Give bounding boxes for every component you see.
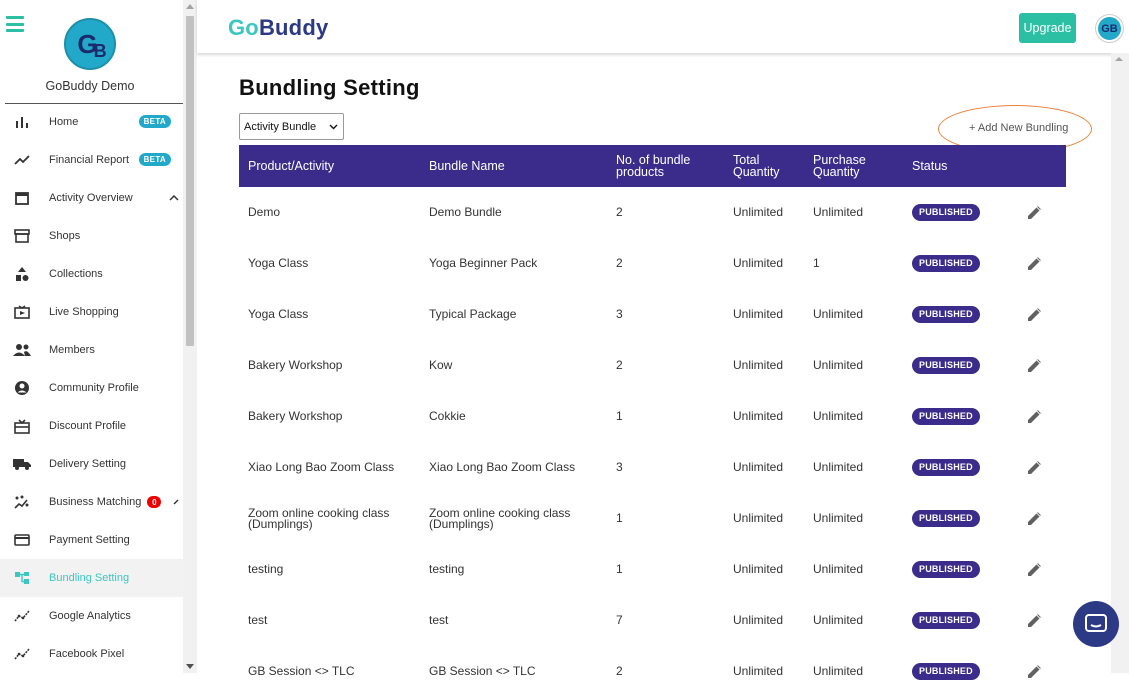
account-circle-icon [13, 379, 31, 397]
edit-icon[interactable] [1027, 391, 1047, 442]
table-cell-purchase: Unlimited [813, 613, 864, 627]
table-cell-purchase: Unlimited [813, 409, 864, 423]
shapes-icon [13, 265, 31, 283]
column-header: Status [912, 159, 948, 173]
column-header: Purchase Quantity [813, 153, 866, 179]
upgrade-button[interactable]: Upgrade [1019, 13, 1076, 43]
table-cell-total: Unlimited [733, 511, 784, 525]
status-cell [912, 595, 1012, 646]
table-row[interactable] [239, 442, 1066, 493]
sidebar [0, 0, 183, 673]
table-cell-bundle: Cokkie [429, 409, 466, 423]
table-cell-purchase: Unlimited [813, 511, 864, 525]
status-badge: PUBLISHED [912, 612, 980, 629]
table-cell-bundle: test [429, 613, 449, 627]
sidebar-item-community-profile[interactable] [0, 369, 183, 407]
table-body [239, 187, 1066, 697]
store-icon [13, 227, 31, 245]
table-cell-count: 2 [616, 256, 623, 270]
sidebar-item-financial-report[interactable] [0, 141, 183, 179]
table-cell-total: Unlimited [733, 460, 784, 474]
status-cell [912, 544, 1012, 595]
column-header: Total Quantity [733, 153, 780, 179]
add-new-bundling-button[interactable]: + Add New Bundling [969, 122, 1069, 134]
sidebar-item-payment-setting[interactable] [0, 521, 183, 559]
scroll-up-icon[interactable] [186, 4, 194, 9]
logo-go: Go [228, 15, 259, 40]
notification-count-badge: 0 [147, 496, 161, 508]
table-row[interactable] [239, 391, 1066, 442]
table-cell-total: Unlimited [733, 409, 784, 423]
sidebar-item-live-shopping[interactable] [0, 293, 183, 331]
sidebar-item-label: Collections [49, 268, 103, 280]
status-cell [912, 646, 1012, 697]
table-cell-purchase: 1 [813, 256, 820, 270]
table-row[interactable] [239, 493, 1066, 544]
sidebar-item-bundling-setting[interactable] [0, 559, 183, 597]
table-cell-purchase: Unlimited [813, 562, 864, 576]
credit-card-icon [13, 531, 31, 549]
table-cell-purchase: Unlimited [813, 205, 864, 219]
sidebar-item-label: Business Matching [49, 496, 142, 508]
logo[interactable] [228, 15, 328, 41]
beta-badge: BETA [139, 153, 171, 166]
table-cell-total: Unlimited [733, 664, 784, 678]
sidebar-item-business-matching[interactable] [0, 483, 183, 521]
table-cell-bundle: testing [429, 562, 465, 576]
table-cell-bundle: Zoom online cooking class (Dumplings) [429, 505, 571, 531]
sidebar-item-members[interactable] [0, 331, 183, 369]
table-cell-count: 1 [616, 562, 623, 576]
edit-icon[interactable] [1027, 595, 1047, 646]
sidebar-item-label: Members [49, 344, 95, 356]
table-cell-product: GB Session <> TLC [248, 664, 355, 678]
table-cell-bundle: Xiao Long Bao Zoom Class [429, 460, 576, 474]
table-row[interactable] [239, 595, 1066, 646]
table-cell-product: Demo [248, 205, 281, 219]
table-cell-total: Unlimited [733, 358, 784, 372]
table-cell-count: 2 [616, 205, 623, 219]
column-header: Bundle Name [429, 159, 505, 173]
table-cell-product: test [248, 613, 268, 627]
table-row[interactable] [239, 289, 1066, 340]
status-badge: PUBLISHED [912, 306, 980, 323]
status-badge: PUBLISHED [912, 357, 980, 374]
org-name: GoBuddy Demo [45, 79, 135, 93]
scroll-up-icon[interactable] [1115, 57, 1123, 61]
status-badge: PUBLISHED [912, 510, 980, 527]
table-cell-count: 7 [616, 613, 623, 627]
column-header: Product/Activity [248, 159, 335, 173]
people-icon [13, 341, 31, 359]
edit-icon[interactable] [1027, 340, 1047, 391]
sidebar-nav [0, 103, 183, 673]
status-cell [912, 289, 1012, 340]
table-cell-total: Unlimited [733, 256, 784, 270]
page-title: Bundling Setting [239, 75, 420, 100]
table-cell-count: 1 [616, 511, 623, 525]
gift-card-icon [13, 417, 31, 435]
chevron-icon[interactable] [173, 496, 179, 508]
main-scrollbar[interactable] [1111, 53, 1129, 673]
beta-badge: BETA [139, 115, 171, 128]
table-cell-bundle: Yoga Beginner Pack [429, 256, 538, 270]
table-row[interactable] [239, 238, 1066, 289]
sidebar-item-label: Delivery Setting [49, 458, 127, 470]
table-cell-bundle: Kow [429, 358, 453, 372]
table-cell-total: Unlimited [733, 562, 784, 576]
table-cell-bundle: Demo Bundle [429, 205, 502, 219]
table-cell-total: Unlimited [733, 613, 784, 627]
table-cell-purchase: Unlimited [813, 664, 864, 678]
table-row[interactable] [239, 187, 1066, 238]
menu-icon[interactable] [6, 16, 24, 32]
bundle-icon [13, 569, 31, 587]
status-badge: PUBLISHED [912, 255, 980, 272]
table-cell-purchase: Unlimited [813, 307, 864, 321]
table-cell-bundle: Typical Package [429, 307, 517, 321]
edit-icon[interactable] [1027, 493, 1047, 544]
live-tv-icon [13, 303, 31, 321]
status-cell [912, 442, 1012, 493]
sidebar-item-shops[interactable] [0, 217, 183, 255]
edit-icon[interactable] [1027, 238, 1047, 289]
table-row[interactable] [239, 340, 1066, 391]
table-cell-count: 2 [616, 664, 623, 678]
table-header [239, 145, 1066, 187]
chevron-up-icon[interactable] [169, 192, 179, 204]
sidebar-item-discount-profile[interactable] [0, 407, 183, 445]
user-avatar[interactable]: GB [1096, 15, 1123, 42]
status-badge: PUBLISHED [912, 204, 980, 221]
status-cell [912, 238, 1012, 289]
sidebar-item-label: Facebook Pixel [49, 648, 125, 660]
calendar-icon [13, 189, 31, 207]
pixel-icon [13, 645, 31, 663]
status-cell [912, 391, 1012, 442]
status-badge: PUBLISHED [912, 561, 980, 578]
status-badge: PUBLISHED [912, 459, 980, 476]
table-cell-product: testing [248, 562, 284, 576]
table-cell-count: 1 [616, 409, 623, 423]
matching-icon [13, 493, 31, 511]
status-badge: PUBLISHED [912, 408, 980, 425]
table-cell-product: Bakery Workshop [248, 409, 343, 423]
table-cell-bundle: GB Session <> TLC [429, 664, 536, 678]
table-row[interactable] [239, 544, 1066, 595]
sidebar-item-label: Google Analytics [49, 610, 131, 622]
trending-icon [13, 151, 31, 169]
table-cell-count: 2 [616, 358, 623, 372]
bundling-table [239, 145, 1066, 697]
bundle-type-value: Activity Bundle [244, 120, 317, 133]
truck-icon [13, 455, 31, 473]
analytics-icon [13, 607, 31, 625]
table-cell-total: Unlimited [733, 307, 784, 321]
edit-icon[interactable] [1027, 544, 1047, 595]
bar-chart-icon [13, 113, 31, 131]
edit-icon[interactable] [1027, 289, 1047, 340]
chat-button[interactable] [1073, 601, 1119, 647]
sidebar-item-label: Activity Overview [49, 192, 133, 204]
status-cell [912, 493, 1012, 544]
scroll-down-icon[interactable] [186, 664, 194, 669]
table-cell-product: Yoga Class [248, 307, 309, 321]
sidebar-item-google-analytics[interactable] [0, 597, 183, 635]
logo-buddy: Buddy [258, 15, 329, 40]
table-cell-purchase: Unlimited [813, 358, 864, 372]
table-cell-product: Zoom online cooking class (Dumplings) [248, 505, 390, 531]
sidebar-item-facebook-pixel[interactable] [0, 635, 183, 673]
edit-icon[interactable] [1027, 442, 1047, 493]
edit-icon[interactable] [1027, 187, 1047, 238]
table-cell-product: Yoga Class [248, 256, 309, 270]
sidebar-item-label: Payment Setting [49, 534, 130, 546]
status-cell [912, 340, 1012, 391]
edit-icon[interactable] [1027, 646, 1047, 697]
sidebar-item-activity-overview[interactable] [0, 179, 183, 217]
chevron-down-icon [329, 123, 338, 132]
sidebar-item-label: Shops [49, 230, 81, 242]
sidebar-item-label: Community Profile [49, 382, 139, 394]
table-cell-count: 3 [616, 460, 623, 474]
sidebar-item-label: Bundling Setting [49, 572, 130, 584]
table-cell-product: Xiao Long Bao Zoom Class [248, 460, 395, 474]
sidebar-item-home[interactable] [0, 103, 183, 141]
table-cell-total: Unlimited [733, 205, 784, 219]
chat-icon [1085, 614, 1107, 634]
sidebar-item-label: Financial Report [49, 154, 130, 166]
sidebar-item-label: Discount Profile [49, 420, 127, 432]
scrollbar-thumb[interactable] [186, 16, 194, 346]
avatar[interactable]: G B [64, 18, 116, 70]
sidebar-item-delivery-setting[interactable] [0, 445, 183, 483]
table-cell-purchase: Unlimited [813, 460, 864, 474]
sidebar-item-label: Live Shopping [49, 306, 119, 318]
column-header: No. of bundle products [616, 153, 691, 179]
status-badge: PUBLISHED [912, 663, 980, 680]
bundle-type-select[interactable] [239, 113, 344, 140]
table-row[interactable] [239, 646, 1066, 697]
sidebar-item-label: Home [49, 116, 79, 128]
table-cell-product: Bakery Workshop [248, 358, 343, 372]
top-bar [197, 0, 1129, 53]
sidebar-item-collections[interactable] [0, 255, 183, 293]
table-cell-count: 3 [616, 307, 623, 321]
status-cell [912, 187, 1012, 238]
sidebar-scrollbar[interactable] [183, 0, 197, 673]
